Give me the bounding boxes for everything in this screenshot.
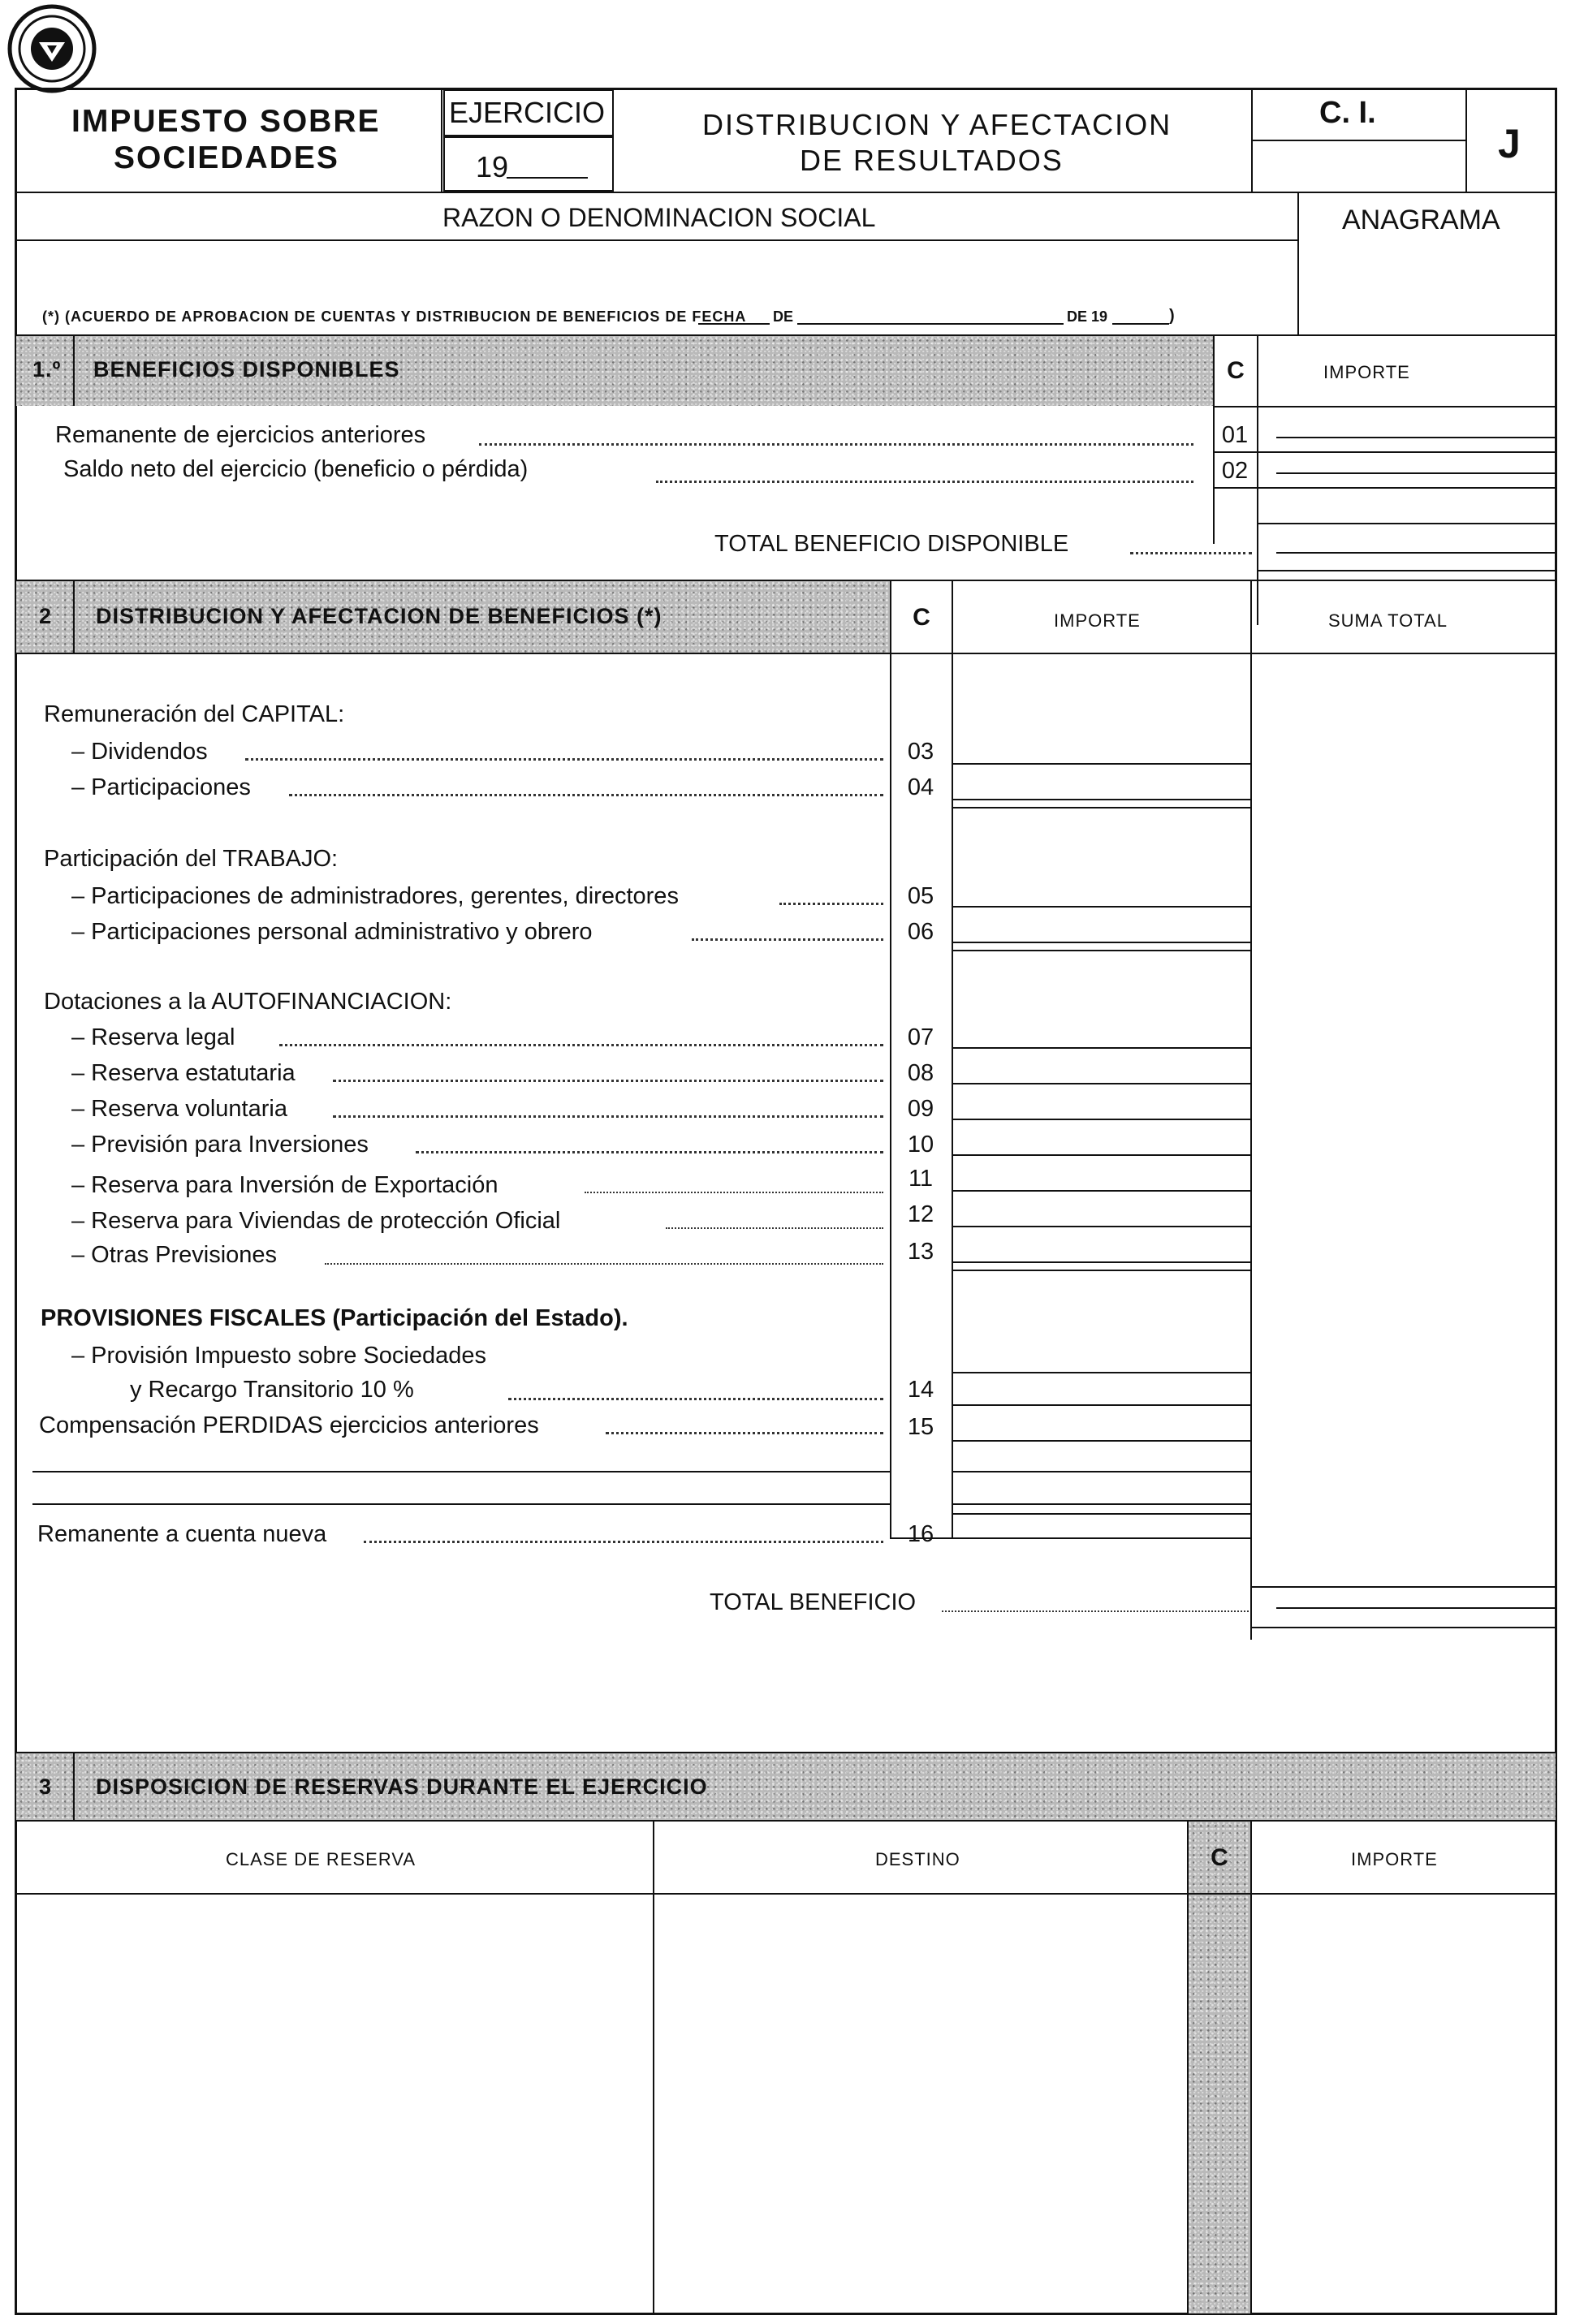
importe-field-09[interactable]: [953, 1088, 1249, 1119]
col-destino-header: DESTINO: [875, 1849, 960, 1869]
importe-field-16[interactable]: [953, 1513, 1249, 1537]
row-remanente-anteriores-label: Remanente de ejercicios anteriores: [55, 422, 426, 448]
row-reserva-exportacion-label: – Reserva para Inversión de Exportación: [71, 1172, 498, 1198]
importe-field-12[interactable]: [953, 1195, 1249, 1226]
acuerdo-end: ): [1169, 307, 1175, 325]
section2-number: 2: [39, 604, 53, 628]
importe-field-15[interactable]: [953, 1409, 1249, 1440]
ejercicio-year: 19: [476, 150, 509, 183]
code-04: 04: [907, 774, 934, 800]
code-02: 02: [1221, 458, 1249, 484]
tax-title-line1: IMPUESTO SOBRE: [71, 104, 381, 139]
row-compensacion-perdidas-label: Compensación PERDIDAS ejercicios anteriores: [39, 1412, 539, 1438]
row-reserva-voluntaria-label: – Reserva voluntaria: [71, 1096, 287, 1122]
acuerdo-de: DE: [773, 308, 794, 325]
col-clase-reserva-header: CLASE DE RESERVA: [226, 1849, 416, 1869]
row-dividendos-label: – Dividendos: [71, 739, 208, 765]
importe-field-10[interactable]: [953, 1123, 1249, 1154]
code-13: 13: [907, 1239, 934, 1265]
group-capital-heading: Remuneración del CAPITAL:: [44, 701, 345, 727]
tax-title-line2: SOCIEDADES: [114, 140, 339, 175]
importe-field-06[interactable]: [953, 911, 1249, 942]
ejercicio-year-box[interactable]: [443, 136, 614, 192]
section1-number: 1.º: [32, 357, 62, 382]
importe-field-11[interactable]: [953, 1159, 1249, 1190]
row-participaciones-label: – Participaciones: [71, 774, 251, 800]
row-prevision-inversiones-label: – Previsión para Inversiones: [71, 1132, 369, 1158]
ci-label: C. I.: [1319, 96, 1376, 130]
code-08: 08: [907, 1060, 934, 1086]
clase-reserva-field[interactable]: [16, 1895, 651, 2313]
code-14: 14: [907, 1377, 934, 1403]
code-07: 07: [907, 1024, 934, 1050]
importe-field-13[interactable]: [953, 1231, 1249, 1261]
total-beneficio-disponible-label: TOTAL BENEFICIO DISPONIBLE: [714, 531, 1069, 557]
row-remanente-nueva-label: Remanente a cuenta nueva: [37, 1521, 327, 1547]
form-letter: J: [1498, 121, 1521, 166]
section2-importe-header: IMPORTE: [1054, 610, 1141, 631]
row-reserva-estatutaria-label: – Reserva estatutaria: [71, 1060, 296, 1086]
code-01: 01: [1221, 422, 1249, 448]
group-trabajo-heading: Participación del TRABAJO:: [44, 846, 339, 872]
section3-title: DISPOSICION DE RESERVAS DURANTE EL EJERCICIO: [96, 1774, 708, 1799]
importe-field-02[interactable]: [1276, 455, 1557, 487]
section1-code-header: C: [1227, 357, 1245, 384]
section2-title: DISTRIBUCION Y AFECTACION DE BENEFICIOS (*): [96, 604, 662, 628]
form-title-line1: DISTRIBUCION Y AFECTACION: [702, 108, 1172, 141]
section3-code-column-shade: [1189, 1822, 1250, 2313]
acuerdo-note: (*) (ACUERDO DE APROBACION DE CUENTAS Y DISTRIBUCION DE BENEFICIOS DE FECHA: [42, 308, 747, 325]
anagrama-label: ANAGRAMA: [1342, 205, 1500, 235]
total-beneficio-label: TOTAL BENEFICIO: [710, 1589, 917, 1615]
section3-number: 3: [39, 1774, 53, 1799]
code-05: 05: [907, 883, 934, 909]
group-autofinanciacion-heading: Dotaciones a la AUTOFINANCIACION:: [44, 989, 452, 1015]
anagrama-field[interactable]: [1299, 241, 1556, 334]
section2-code-header: C: [913, 604, 930, 631]
importe-field-03[interactable]: [953, 731, 1249, 763]
row-saldo-neto-label: Saldo neto del ejercicio (beneficio o pérdida): [63, 456, 529, 482]
row-part-administradores-label: – Participaciones de administradores, gerentes, directores: [71, 883, 679, 909]
importe-field-04[interactable]: [953, 768, 1249, 799]
code-16: 16: [907, 1521, 934, 1547]
section1-title: BENEFICIOS DISPONIBLES: [93, 357, 400, 382]
importe-field-05[interactable]: [953, 875, 1249, 906]
row-otras-previsiones-label: – Otras Previsiones: [71, 1242, 278, 1268]
section1-importe-header: IMPORTE: [1323, 362, 1410, 382]
col-code-header: C: [1211, 1844, 1228, 1871]
importe-field-08[interactable]: [953, 1052, 1249, 1083]
row-reserva-legal-label: – Reserva legal: [71, 1024, 235, 1050]
row-reserva-viviendas-label: – Reserva para Viviendas de protección Oficial: [71, 1208, 561, 1234]
group-provisiones-heading: PROVISIONES FISCALES (Participación del Estado).: [41, 1305, 628, 1331]
importe-field-01[interactable]: [1276, 420, 1557, 451]
code-12: 12: [907, 1201, 934, 1227]
importe-field-14[interactable]: [953, 1373, 1249, 1404]
importe-field-07[interactable]: [953, 1016, 1249, 1047]
code-15: 15: [907, 1414, 934, 1440]
ejercicio-label: EJERCICIO: [449, 96, 606, 129]
row-recargo-transitorio-label: y Recargo Transitorio 10 %: [130, 1377, 414, 1403]
razon-social-label: RAZON O DENOMINACION SOCIAL: [442, 203, 876, 232]
code-10: 10: [907, 1132, 934, 1158]
code-06: 06: [907, 919, 934, 945]
destino-field[interactable]: [654, 1895, 1185, 2313]
code-11: 11: [908, 1166, 934, 1192]
row-provision-impuesto-label: – Provisión Impuesto sobre Sociedades: [71, 1343, 487, 1369]
acuerdo-de-19: DE 19: [1067, 308, 1108, 325]
code-03: 03: [907, 739, 934, 765]
form-title-line2: DE RESULTADOS: [800, 144, 1064, 177]
importe-reserva-field[interactable]: [1252, 1895, 1556, 2313]
code-09: 09: [907, 1096, 934, 1122]
section2-suma-header: SUMA TOTAL: [1328, 610, 1448, 631]
row-part-personal-label: – Participaciones personal administrativo y obrero: [71, 919, 593, 945]
official-seal-logo: [6, 3, 97, 94]
col-importe-header: IMPORTE: [1351, 1849, 1438, 1869]
